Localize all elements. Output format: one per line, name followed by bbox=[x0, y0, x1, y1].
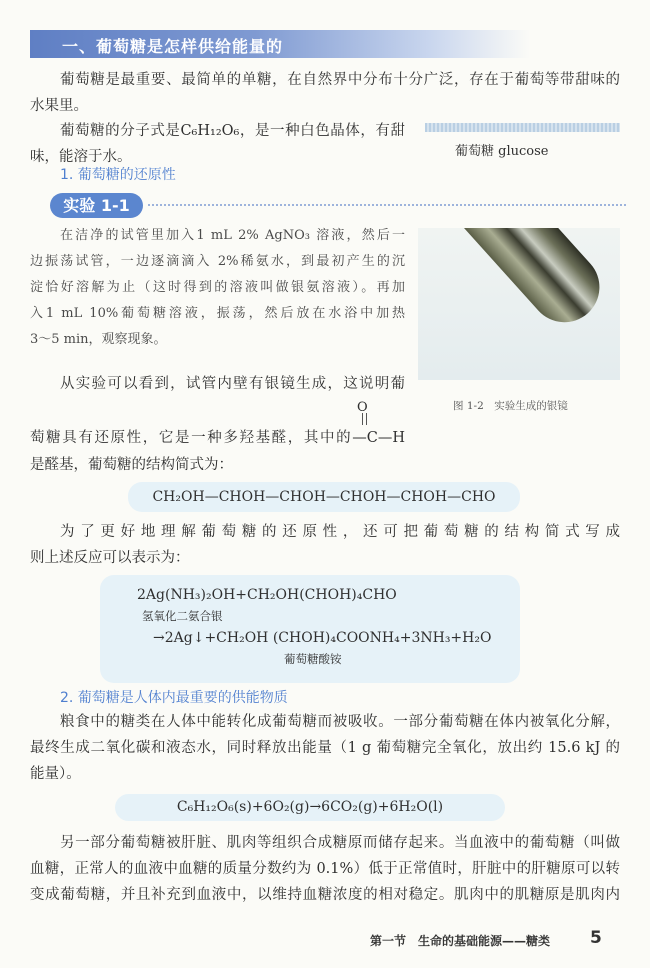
paragraph-line: 为了更好地理解葡萄糖的还原性，还可把葡萄糖的结构简式写成 bbox=[60, 524, 620, 540]
glossary-term: 葡萄糖 glucose bbox=[455, 144, 549, 159]
paragraph-line: 水果里。 bbox=[30, 98, 88, 114]
formula-box bbox=[115, 794, 505, 821]
formula-box bbox=[128, 482, 520, 512]
double-bond bbox=[362, 413, 367, 425]
experiment-line: 入1 mL 10%葡萄糖溶液，振荡，然后放在水浴中加热 bbox=[30, 306, 405, 321]
paragraph-line: 最终生成二氧化碳和液态水，同时释放出能量（1 g 葡萄糖完全氧化，放出约 15.6 kJ 的 bbox=[30, 740, 620, 756]
subsection-heading: 1. 葡萄糖的还原性 bbox=[60, 167, 176, 183]
silver-mirror-photo bbox=[418, 228, 620, 380]
paragraph-line: 从实验可以看到，试管内壁有银镜生成，这说明葡 bbox=[60, 376, 405, 392]
paragraph-line: 葡萄糖的分子式是C₆H₁₂O₆，是一种白色晶体，有甜 bbox=[60, 123, 405, 139]
experiment-line: 淀恰好溶解为止（这时得到的溶液叫做银氨溶液）。再加 bbox=[30, 280, 405, 295]
paragraph-line: 是醛基，葡萄糖的结构简式为： bbox=[30, 457, 233, 473]
figure-caption: 图 1-2 实验生成的银镜 bbox=[453, 400, 568, 412]
reaction-label: 氢氧化二氨合银 bbox=[142, 609, 223, 623]
reaction-line: →2Ag↓+CH₂OH (CHOH)₄COONH₄+3NH₃+H₂O bbox=[153, 630, 492, 646]
experiment-line: 边振荡试管，一边逐滴滴入 2%稀氨水，到最初产生的沉 bbox=[30, 254, 405, 269]
reaction-box bbox=[100, 575, 520, 683]
section-title: 一、葡萄糖是怎样供给能量的 bbox=[62, 37, 284, 56]
paragraph-line: 变成葡萄糖，并且补充到血液中，以维持血糖浓度的相对稳定。肌肉中的肌糖原是肌肉内 bbox=[30, 887, 620, 903]
paragraph-line: 萄糖具有还原性，它是一种多羟基醛，其中的—C—H bbox=[30, 430, 405, 446]
experiment-label: 实验 1-1 bbox=[50, 193, 143, 218]
aldehyde-oxygen: O bbox=[357, 400, 368, 415]
oxidation-equation: C₆H₁₂O₆(s)+6O₂(g)→6CO₂(g)+6H₂O(l) bbox=[176, 799, 444, 815]
glossary-bar bbox=[425, 123, 620, 132]
footer-chapter: 第一节 生命的基础能源——糖类 bbox=[370, 934, 551, 948]
paragraph-line: 血糖，正常人的血液中血糖的质量分数约为 0.1%）低于正常值时，肝脏中的肝糖原可以转 bbox=[30, 861, 620, 877]
paragraph-line: 另一部分葡萄糖被肝脏、肌肉等组织合成糖原而储存起来。当血液中的葡萄糖（叫做 bbox=[60, 835, 620, 851]
page-number: 5 bbox=[590, 928, 602, 948]
experiment-line: 在洁净的试管里加入1 mL 2% AgNO₃ 溶液，然后一 bbox=[60, 228, 405, 243]
paragraph-line: 葡萄糖是最重要、最简单的单糖，在自然界中分布十分广泛，存在于葡萄等带甜味的 bbox=[60, 72, 620, 88]
paragraph-line: 能量）。 bbox=[30, 766, 81, 782]
dotted-divider bbox=[148, 204, 626, 206]
subsection-heading: 2. 葡萄糖是人体内最重要的供能物质 bbox=[60, 690, 288, 706]
paragraph-line: 则上述反应可以表示为： bbox=[30, 550, 190, 566]
reaction-line: 2Ag(NH₃)₂OH+CH₂OH(CHOH)₄CHO bbox=[137, 587, 397, 603]
paragraph-line: 味，能溶于水。 bbox=[30, 149, 132, 165]
section-title-band bbox=[30, 30, 530, 58]
structural-formula: CH₂OH—CHOH—CHOH—CHOH—CHOH—CHO bbox=[152, 489, 496, 505]
reaction-label: 葡萄糖酸铵 bbox=[284, 652, 342, 666]
paragraph-line: 粮食中的糖类在人体中能转化成葡萄糖而被吸收。一部分葡萄糖在体内被氧化分解， bbox=[60, 714, 620, 730]
experiment-line: 3～5 min，观察现象。 bbox=[30, 332, 167, 347]
